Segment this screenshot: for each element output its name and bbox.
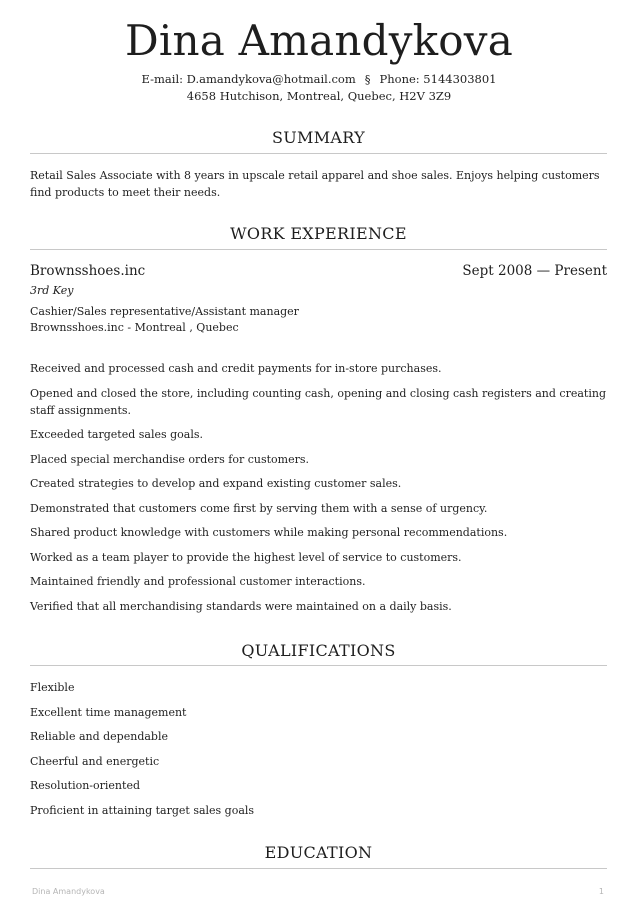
list-item: Worked as a team player to provide the highest level of service to customers. [30, 550, 462, 564]
contact-line [0, 71, 638, 88]
section-divider [30, 665, 607, 666]
list-item: Excellent time management [30, 705, 187, 719]
job-description [30, 304, 299, 336]
list-item: Received and processed cash and credit payments for in-store purchases. [30, 362, 442, 375]
email-text: E-mail: D.amandykova@hotmail.com [141, 72, 356, 86]
section-divider [30, 153, 607, 154]
qualifications-list [30, 679, 607, 827]
section-title-qualifications: QUALIFICATIONS [241, 641, 396, 660]
list-item: Created strategies to develop and expand existing customer sales. [30, 477, 402, 490]
job-company: Brownsshoes.inc [30, 263, 146, 279]
job-role: 3rd Key [30, 284, 74, 297]
summary-text: Retail Sales Associate with 8 years in upscale retail apparel and shoe sales. Enjoys helping customers find products to meet their needs. [30, 169, 600, 199]
section-divider [30, 868, 607, 869]
list-item: Placed special merchandise orders for customers. [30, 452, 309, 466]
section-title-summary: SUMMARY [272, 128, 365, 147]
list-item: Maintained friendly and professional customer interactions. [30, 575, 366, 588]
footer-page-number: 1 [598, 887, 604, 896]
list-item: Shared product knowledge with customers while making personal recommendations. [30, 526, 508, 539]
list-item: Reliable and dependable [30, 730, 168, 744]
job-description-line: Brownsshoes.inc - Montreal , Quebec [30, 321, 239, 334]
list-item: Verified that all merchandising standards were maintained on a daily basis. [30, 599, 452, 613]
job-description-line: Cashier/Sales representative/Assistant manager [30, 305, 299, 318]
list-item: Demonstrated that customers come first by serving them with a sense of urgency. [30, 501, 488, 515]
phone-text: Phone: 5144303801 [379, 72, 497, 86]
contact-separator: § [364, 72, 371, 86]
list-item: Opened and closed the store, including counting cash, opening and closing cash registers and creating staff assignments. [30, 386, 606, 417]
job-dates: Sept 2008 — Present [462, 263, 607, 279]
candidate-name: Dina Amandykova [125, 16, 513, 65]
list-item: Flexible [30, 681, 75, 694]
work-experience-list [30, 360, 607, 622]
address-line: 4658 Hutchison, Montreal, Quebec, H2V 3Z9 [186, 89, 452, 103]
footer-name: Dina Amandykova [32, 887, 105, 896]
list-item: Proficient in attaining target sales goals [30, 803, 255, 817]
list-item: Cheerful and energetic [30, 754, 160, 768]
section-title-education: EDUCATION [264, 843, 373, 862]
list-item: Resolution-oriented [30, 779, 140, 793]
list-item: Exceeded targeted sales goals. [30, 428, 204, 441]
section-title-work-experience: WORK EXPERIENCE [230, 224, 407, 243]
section-divider [30, 249, 607, 250]
